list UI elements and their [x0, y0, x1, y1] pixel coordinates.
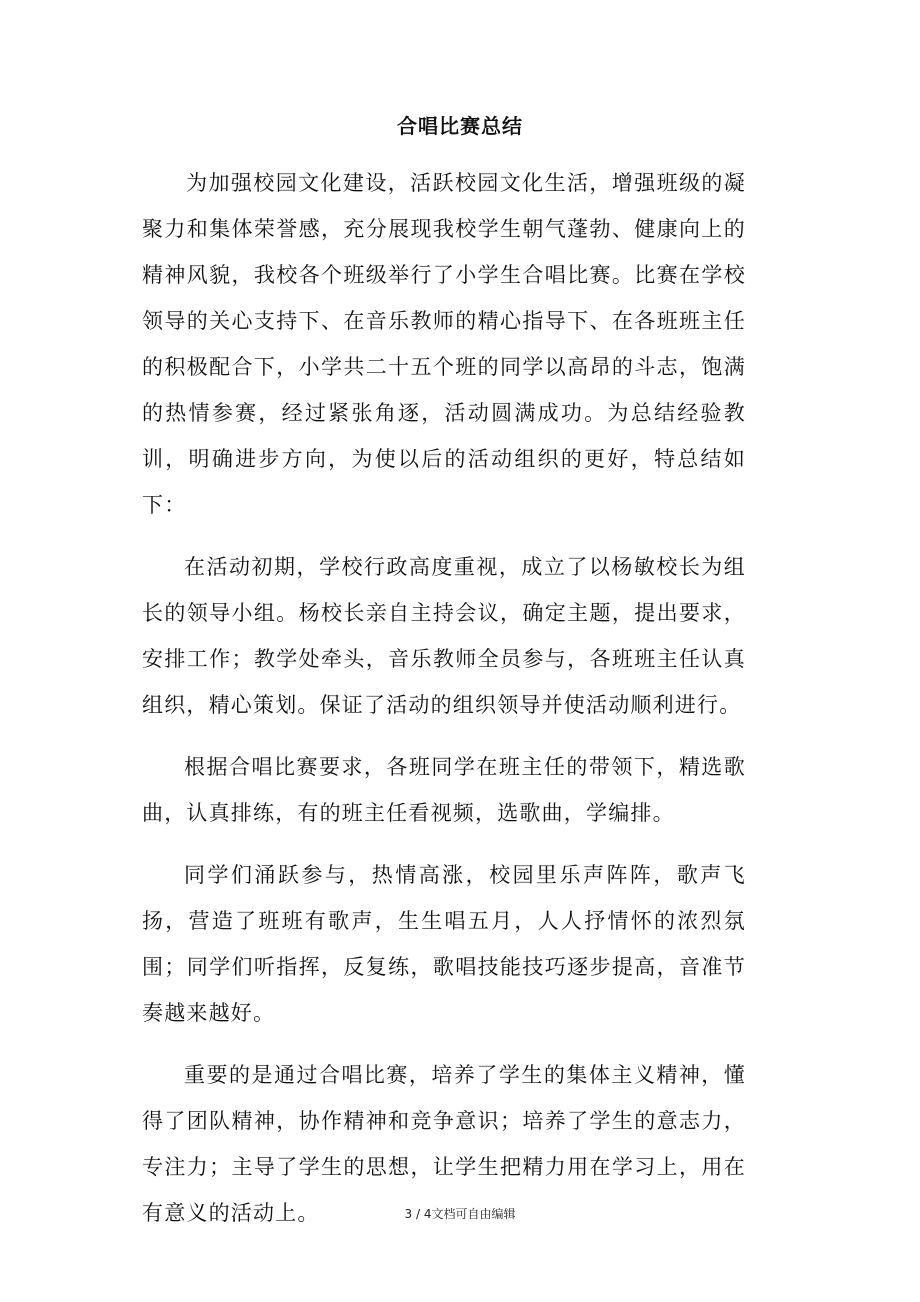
- paragraph-preparation: 根据合唱比赛要求，各班同学在班主任的带领下，精选歌曲，认真排练，有的班主任看视频，选歌曲，学编排。: [142, 755, 746, 825]
- paragraph-significance: 重要的是通过合唱比赛，培养了学生的集体主义精神，懂得了团队精神，协作精神和竞争意识；培养了学生的意志力，专注力；主导了学生的思想，让学生把精力用在学习上，用在有意义的活动上。: [142, 1063, 746, 1225]
- paragraph-organization: 在活动初期，学校行政高度重视，成立了以杨敏校长为组长的领导小组。杨校长亲自主持会议，确定主题，提出要求，安排工作；教学处牵头，音乐教师全员参与，各班班主任认真组织，精心策划。保证了活动的组织领导并使活动顺利进行。: [142, 555, 746, 717]
- document-body: [142, 160, 746, 1252]
- paragraph-participation: 同学们涌跃参与，热情高涨，校园里乐声阵阵，歌声飞扬，营造了班班有歌声，生生唱五月，人人抒情怀的浓烈氛围；同学们听指挥，反复练，歌唱技能技巧逐步提高，音准节奏越来越好。: [142, 863, 746, 1025]
- paragraph-intro: 为加强校园文化建设，活跃校园文化生活，增强班级的凝聚力和集体荣誉感，充分展现我校学生朝气蓬勃、健康向上的精神风貌，我校各个班级举行了小学生合唱比赛。比赛在学校领导的关心支持下、在音乐教师的精心指导下、在各班班主任的积极配合下，小学共二十五个班的同学以高昂的斗志，饱满的热情参赛，经过紧张角逐，活动圆满成功。为总结经验教训，明确进步方向，为使以后的活动组织的更好，特总结如下：: [142, 171, 746, 517]
- document-title: 合唱比赛总结: [397, 114, 523, 138]
- page-footer: 3 / 4文档可自由编辑: [404, 1207, 516, 1221]
